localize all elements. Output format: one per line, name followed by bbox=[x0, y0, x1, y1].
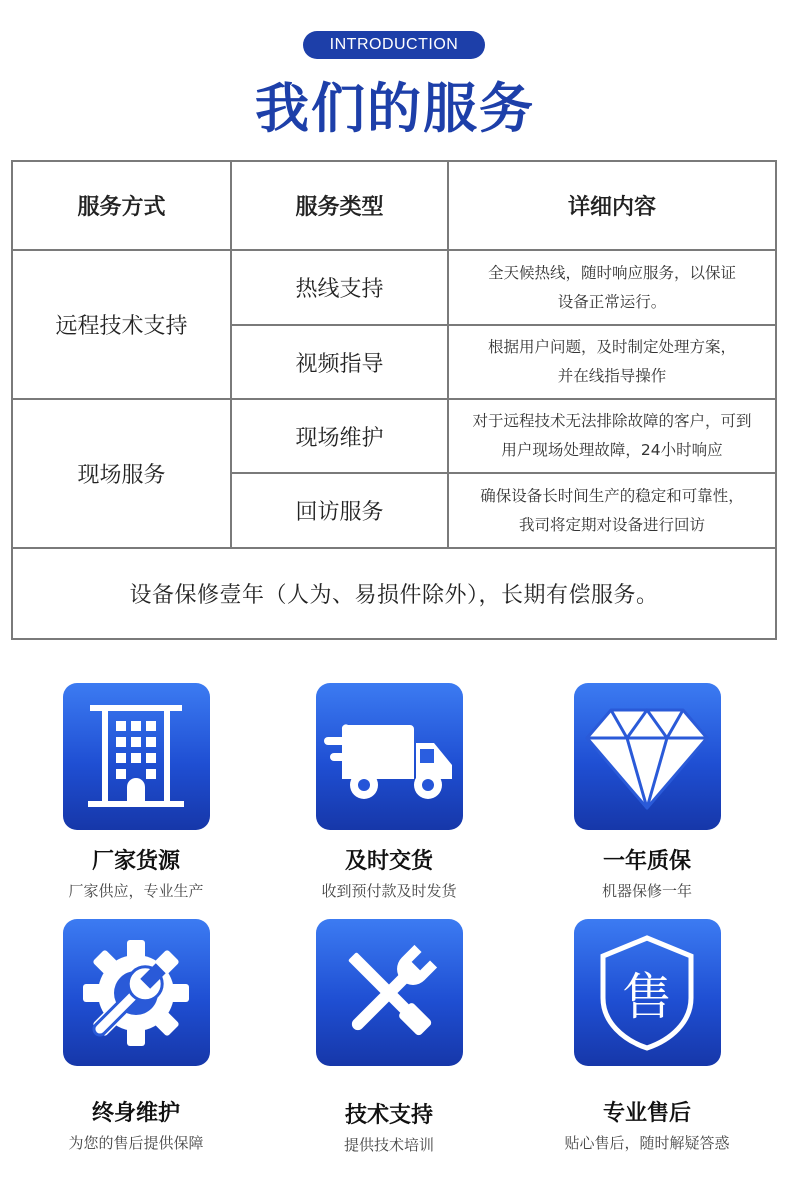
gear-wrench-icon bbox=[63, 919, 210, 1066]
feature-desc: 提供技术培训 bbox=[343, 1136, 434, 1154]
header-service-type: 服务类型 bbox=[295, 195, 384, 220]
tools-icon bbox=[316, 919, 463, 1066]
method-remote-support: 远程技术支持 bbox=[55, 314, 188, 339]
feature-after-sales bbox=[527, 919, 767, 1153]
detail-video-guide bbox=[449, 326, 775, 398]
detail-line: 设备正常运行。 bbox=[557, 292, 667, 311]
service-table bbox=[11, 160, 777, 640]
delivery-truck-icon bbox=[316, 683, 463, 830]
detail-line: 全天候热线，随时响应服务，以保证 bbox=[487, 263, 736, 282]
feature-tech-support bbox=[269, 919, 509, 1155]
type-onsite-maintenance: 现场维护 bbox=[295, 425, 384, 451]
detail-line: 并在线指导操作 bbox=[557, 367, 667, 385]
introduction-badge: INTRODUCTION bbox=[303, 31, 485, 59]
method-onsite-service: 现场服务 bbox=[77, 463, 166, 488]
detail-onsite-maintenance bbox=[449, 400, 775, 472]
feature-desc: 收到预付款及时发货 bbox=[321, 882, 457, 900]
detail-line: 根据用户问题，及时制定处理方案， bbox=[487, 338, 736, 356]
header-service-method: 服务方式 bbox=[77, 195, 166, 220]
sales-shield-icon bbox=[574, 919, 721, 1066]
feature-title: 终身维护 bbox=[91, 1101, 180, 1126]
sales-glyph: 售 bbox=[622, 967, 672, 1026]
feature-desc: 机器保修一年 bbox=[601, 882, 692, 900]
feature-lifetime-maintenance bbox=[16, 919, 256, 1153]
feature-timely-delivery bbox=[269, 683, 509, 901]
feature-factory-source bbox=[16, 683, 256, 901]
type-hotline: 热线支持 bbox=[295, 277, 384, 302]
detail-line: 用户现场处理故障，24小时响应 bbox=[501, 441, 723, 459]
detail-line: 对于远程技术无法排除故障的客户，可到 bbox=[472, 412, 752, 430]
warranty-note: 设备保修壹年（人为、易损件除外），长期有偿服务。 bbox=[129, 583, 659, 608]
building-icon bbox=[63, 683, 210, 830]
feature-desc: 厂家供应，专业生产 bbox=[68, 882, 204, 900]
detail-line: 我司将定期对设备进行回访 bbox=[518, 515, 705, 534]
header-detail: 详细内容 bbox=[567, 195, 656, 220]
detail-return-visit bbox=[449, 474, 775, 547]
feature-title: 专业售后 bbox=[602, 1101, 691, 1126]
type-return-visit: 回访服务 bbox=[295, 500, 384, 525]
feature-title: 及时交货 bbox=[344, 849, 433, 874]
feature-desc: 为您的售后提供保障 bbox=[68, 1134, 204, 1152]
type-video-guide: 视频指导 bbox=[295, 351, 384, 377]
diamond-icon bbox=[574, 683, 721, 830]
feature-title: 一年质保 bbox=[602, 849, 691, 874]
detail-hotline bbox=[449, 251, 775, 324]
detail-line: 确保设备长时间生产的稳定和可靠性， bbox=[480, 486, 744, 505]
feature-one-year-warranty bbox=[527, 683, 767, 901]
feature-title: 技术支持 bbox=[344, 1103, 433, 1128]
feature-title: 厂家货源 bbox=[91, 849, 180, 874]
feature-desc: 贴心售后，随时解疑答惑 bbox=[564, 1134, 730, 1152]
page-title: 我们的服务 bbox=[255, 77, 535, 140]
